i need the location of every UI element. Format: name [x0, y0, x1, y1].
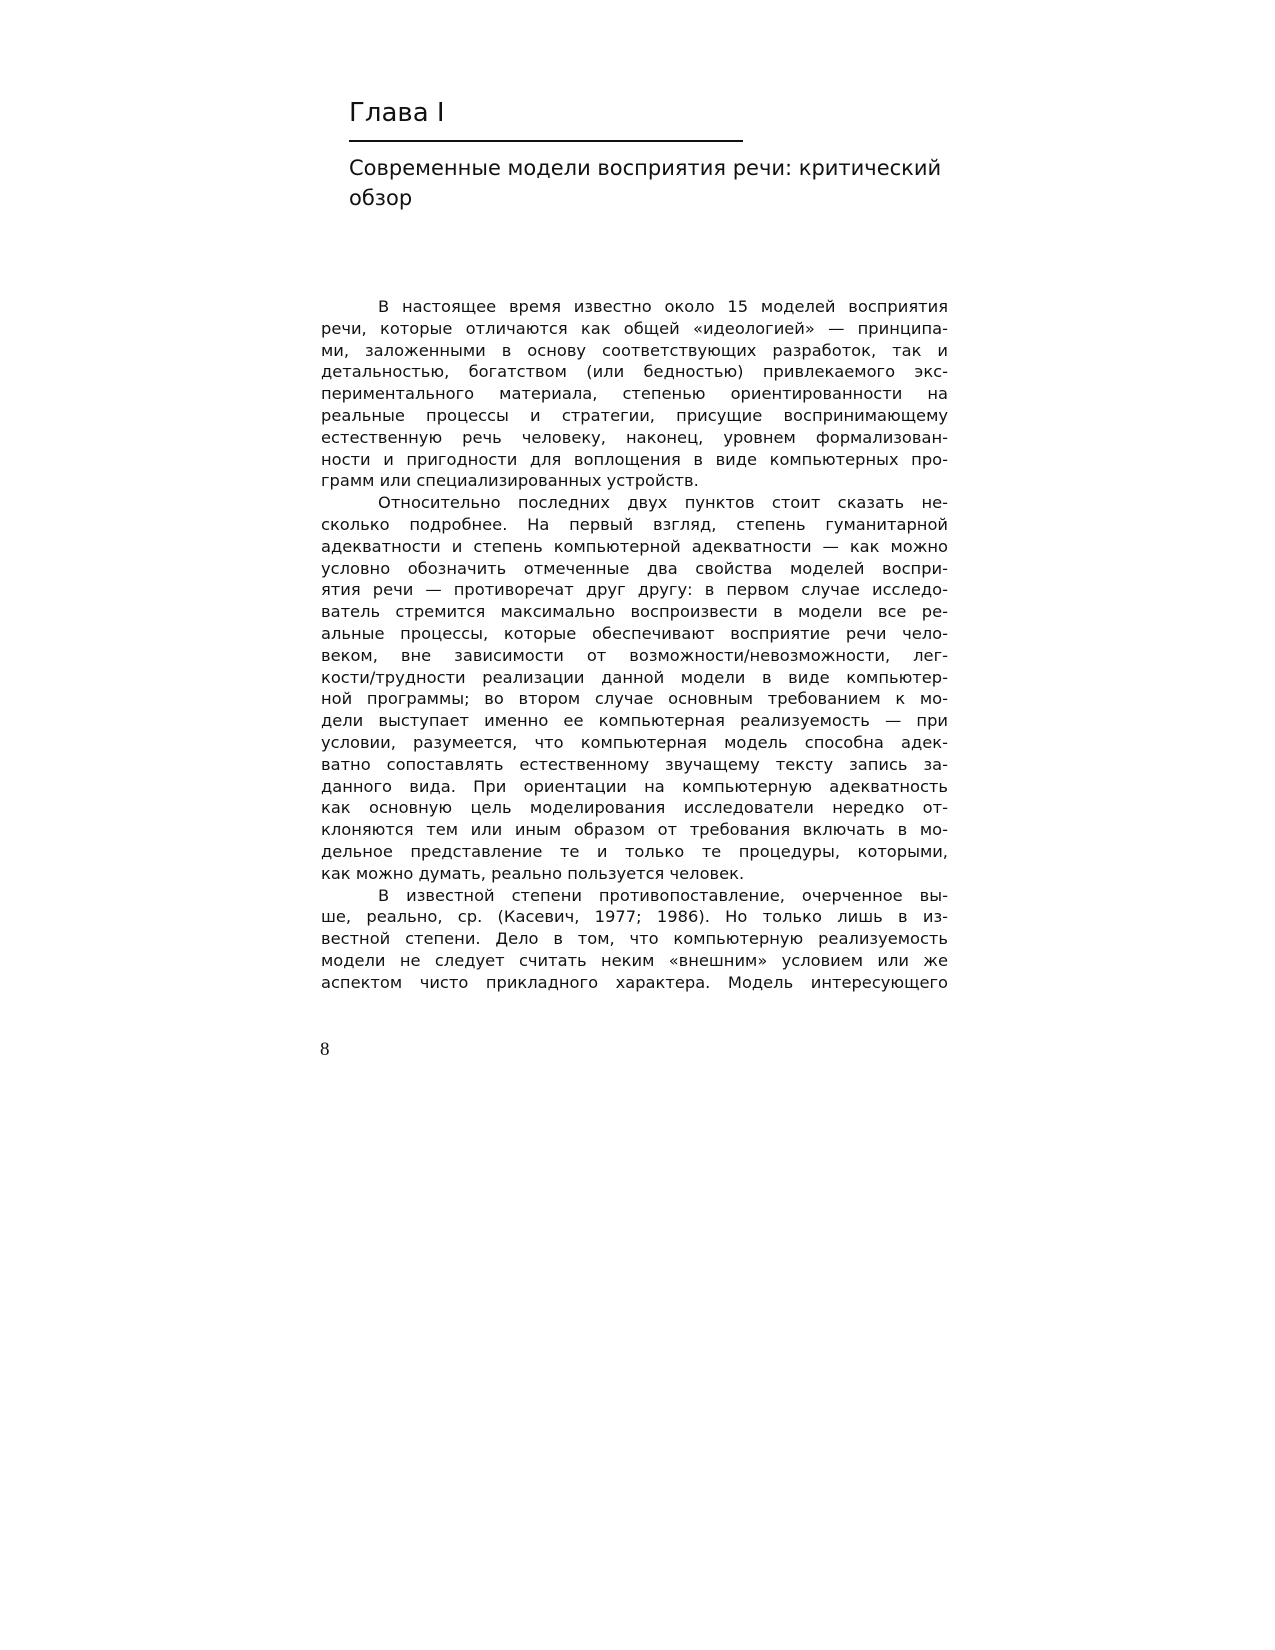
text-line: условии, разумеется, что компьютерная модель способна адек- [321, 732, 948, 752]
text-line: ности и пригодности для воплощения в виде компьютерных про- [321, 449, 948, 469]
text-line: адекватности и степень компьютерной адекватности — как можно [321, 536, 948, 556]
text-line: детальностью, богатством (или бедностью) привлекаемого экс- [321, 362, 948, 382]
paragraph [321, 885, 948, 994]
text-line: Относительно последних двух пунктов стоит сказать не- [378, 493, 948, 513]
text-line: реальные процессы и стратегии, присущие воспринимающему [321, 405, 948, 425]
text-line: периментального материала, степенью ориентированности на [321, 384, 948, 404]
chapter-title: Современные модели восприятия речи: критический обзор [349, 156, 942, 210]
text-line: как можно думать, реально пользуется человек. [321, 863, 745, 883]
text-line: данного вида. При ориентации на компьютерную адекватность [321, 776, 948, 796]
text-line: веком, вне зависимости от возможности/невозможности, лег- [321, 645, 948, 665]
text-line: дельное представление те и только те процедуры, которыми, [321, 841, 948, 861]
text-line: дели выступает именно ее компьютерная реализуемость — при [321, 711, 948, 731]
text-line: грамм или специализированных устройств. [321, 471, 699, 491]
body-text [321, 296, 948, 994]
text-line: В настоящее время известно около 15 моделей восприятия [378, 297, 948, 316]
page-number: 8 [320, 1039, 330, 1060]
text-line: ятия речи — противоречат друг другу: в первом случае исследо- [321, 580, 948, 600]
text-line: условно обозначить отмеченные два свойства моделей воспри- [321, 558, 948, 578]
text-line: ватель стремится максимально воспроизвести в модели все ре- [321, 602, 948, 622]
paragraph [321, 296, 948, 492]
text-line: ватно сопоставлять естественному звучащему тексту запись за- [321, 754, 948, 774]
text-line: альные процессы, которые обеспечивают восприятие речи чело- [321, 623, 948, 643]
text-line: речи, которые отличаются как общей «идеологией» — принципа- [321, 318, 948, 338]
text-line: клоняются тем или иным образом от требования включать в мо- [321, 820, 948, 840]
paragraph [321, 492, 948, 884]
text-line: аспектом чисто прикладного характера. Модель интересующего [321, 972, 948, 992]
text-line: сколько подробнее. На первый взгляд, степень гуманитарной [321, 514, 948, 534]
text-line: вестной степени. Дело в том, что компьютерную реализуемость [321, 929, 948, 949]
chapter-label: Глава I [349, 98, 445, 128]
text-line: модели не следует считать неким «внешним» условием или же [321, 950, 948, 970]
text-line: ше, реально, ср. (Касевич, 1977; 1986). Но только лишь в из- [321, 907, 948, 927]
text-line: ной программы; во втором случае основным требованием к мо- [321, 689, 948, 709]
chapter-rule [349, 140, 743, 142]
text-line: В известной степени противопоставление, очерченное вы- [378, 885, 948, 905]
text-line: кости/трудности реализации данной модели в виде компьютер- [321, 667, 948, 687]
text-line: ми, заложенными в основу соответствующих разработок, так и [321, 340, 948, 360]
text-line: как основную цель моделирования исследователи нередко от- [321, 798, 948, 818]
text-line: естественную речь человеку, наконец, уровнем формализован- [321, 427, 948, 447]
